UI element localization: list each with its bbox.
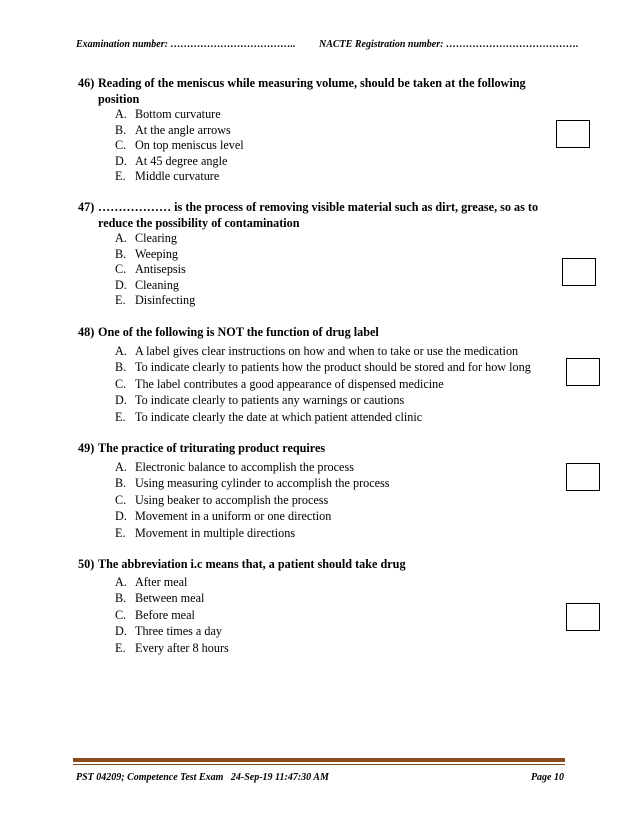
option-text: Three times a day bbox=[135, 624, 222, 639]
option-b bbox=[78, 590, 558, 607]
question-48 bbox=[78, 325, 558, 425]
option-list bbox=[78, 459, 558, 542]
option-text: To indicate clearly to patients any warnings or cautions bbox=[135, 393, 405, 408]
page-footer bbox=[76, 772, 564, 783]
question-text: Reading of the meniscus while measuring volume, should be taken at the following position bbox=[98, 76, 526, 106]
option-letter: E. bbox=[115, 525, 126, 540]
option-text: Using beaker to accomplish the process bbox=[135, 492, 329, 507]
examination-number-field: Examination number: ……………………………….. bbox=[76, 39, 296, 50]
answer-box-47[interactable] bbox=[562, 258, 596, 286]
option-text: Middle curvature bbox=[135, 169, 220, 183]
footer-divider bbox=[73, 758, 565, 762]
option-text: Disinfecting bbox=[135, 293, 196, 307]
option-list bbox=[78, 343, 558, 426]
page-number: Page 10 bbox=[530, 772, 564, 783]
option-letter: C. bbox=[115, 138, 127, 152]
option-letter: E. bbox=[115, 409, 126, 424]
option-e bbox=[78, 409, 558, 426]
question-stem bbox=[78, 557, 558, 573]
answer-box-50[interactable] bbox=[566, 603, 600, 631]
question-46 bbox=[78, 76, 558, 185]
option-d bbox=[78, 392, 558, 409]
option-b bbox=[78, 123, 558, 139]
option-letter: B. bbox=[115, 591, 127, 606]
question-text: The abbreviation i.c means that, a patient should take drug bbox=[98, 557, 406, 571]
option-text: At the angle arrows bbox=[135, 122, 231, 137]
option-a bbox=[78, 231, 558, 247]
option-e bbox=[78, 169, 558, 185]
option-list bbox=[78, 574, 558, 657]
question-50 bbox=[78, 557, 558, 656]
option-text: Cleaning bbox=[135, 277, 180, 292]
option-letter: D. bbox=[115, 393, 127, 408]
question-stem bbox=[78, 441, 558, 457]
option-text: To indicate clearly the date at which patient attended clinic bbox=[135, 409, 423, 424]
option-letter: C. bbox=[115, 607, 127, 622]
option-letter: A. bbox=[115, 343, 127, 358]
option-letter: A. bbox=[115, 459, 127, 474]
question-stem bbox=[78, 200, 558, 231]
question-stem bbox=[78, 325, 558, 341]
option-d bbox=[78, 508, 558, 525]
option-c bbox=[78, 492, 558, 509]
option-letter: D. bbox=[115, 153, 127, 168]
option-text: On top meniscus level bbox=[135, 138, 244, 152]
option-e bbox=[78, 293, 558, 309]
option-letter: B. bbox=[115, 360, 127, 375]
answer-box-49[interactable] bbox=[566, 463, 600, 491]
option-letter: E. bbox=[115, 293, 126, 307]
option-a bbox=[78, 107, 558, 123]
option-text: Every after 8 hours bbox=[135, 640, 229, 655]
option-text: Weeping bbox=[135, 246, 179, 261]
option-e bbox=[78, 640, 558, 657]
option-b bbox=[78, 247, 558, 263]
option-a bbox=[78, 574, 558, 591]
question-number: 47) bbox=[78, 200, 95, 214]
question-text: One of the following is NOT the function of drug label bbox=[98, 325, 379, 339]
option-list bbox=[78, 107, 558, 185]
answer-box-46[interactable] bbox=[556, 120, 590, 148]
option-letter: C. bbox=[115, 262, 127, 276]
option-c bbox=[78, 376, 558, 393]
question-stem bbox=[78, 76, 558, 107]
option-text: Electronic balance to accomplish the process bbox=[135, 459, 354, 474]
option-d bbox=[78, 623, 558, 640]
question-49 bbox=[78, 441, 558, 541]
option-letter: A. bbox=[115, 107, 127, 121]
footer-divider-thin bbox=[73, 764, 565, 765]
option-text: Clearing bbox=[135, 231, 177, 245]
option-letter: C. bbox=[115, 376, 127, 391]
option-b bbox=[78, 359, 558, 376]
option-text: To indicate clearly to patients how the product should be stored and for how long bbox=[135, 360, 531, 375]
answer-box-48[interactable] bbox=[566, 358, 600, 386]
option-c bbox=[78, 138, 558, 154]
option-text: The label contributes a good appearance of dispensed medicine bbox=[135, 376, 444, 391]
option-a bbox=[78, 459, 558, 476]
option-list bbox=[78, 231, 558, 309]
option-letter: D. bbox=[115, 277, 127, 292]
option-text: Using measuring cylinder to accomplish the process bbox=[135, 476, 390, 491]
option-text: After meal bbox=[135, 574, 188, 589]
page-header bbox=[76, 39, 596, 50]
option-text: Between meal bbox=[135, 591, 205, 606]
option-text: At 45 degree angle bbox=[135, 153, 228, 168]
option-text: Movement in multiple directions bbox=[135, 525, 296, 540]
footer-exam-info: PST 04209; Competence Test Exam 24-Sep-19 11:47:30 AM bbox=[76, 772, 329, 783]
option-letter: E. bbox=[115, 169, 126, 183]
option-letter: E. bbox=[115, 640, 126, 655]
registration-number-field: NACTE Registration number: …………………………………. bbox=[319, 39, 579, 50]
question-47 bbox=[78, 200, 558, 309]
option-text: Movement in a uniform or one direction bbox=[135, 509, 332, 524]
option-c bbox=[78, 262, 558, 278]
option-c bbox=[78, 607, 558, 624]
option-letter: B. bbox=[115, 246, 127, 261]
option-d bbox=[78, 154, 558, 170]
option-text: Antisepsis bbox=[135, 262, 186, 276]
question-text: ……………… is the process of removing visible material such as dirt, grease, so as to reduce the possibility of contamination bbox=[98, 200, 539, 230]
option-e bbox=[78, 525, 558, 542]
question-text: The practice of triturating product requires bbox=[98, 441, 326, 455]
option-letter: B. bbox=[115, 476, 127, 491]
option-text: Bottom curvature bbox=[135, 107, 221, 121]
option-a bbox=[78, 343, 558, 360]
option-text: A label gives clear instructions on how and when to take or use the medication bbox=[135, 343, 519, 358]
option-letter: D. bbox=[115, 624, 127, 639]
question-number: 48) bbox=[78, 325, 95, 339]
option-d bbox=[78, 278, 558, 294]
option-letter: C. bbox=[115, 492, 127, 507]
question-number: 49) bbox=[78, 441, 95, 455]
option-letter: A. bbox=[115, 231, 127, 245]
option-b bbox=[78, 475, 558, 492]
option-letter: D. bbox=[115, 509, 127, 524]
option-text: Before meal bbox=[135, 607, 195, 622]
option-letter: A. bbox=[115, 574, 127, 589]
option-letter: B. bbox=[115, 122, 127, 137]
question-number: 50) bbox=[78, 557, 95, 571]
question-number: 46) bbox=[78, 76, 95, 90]
